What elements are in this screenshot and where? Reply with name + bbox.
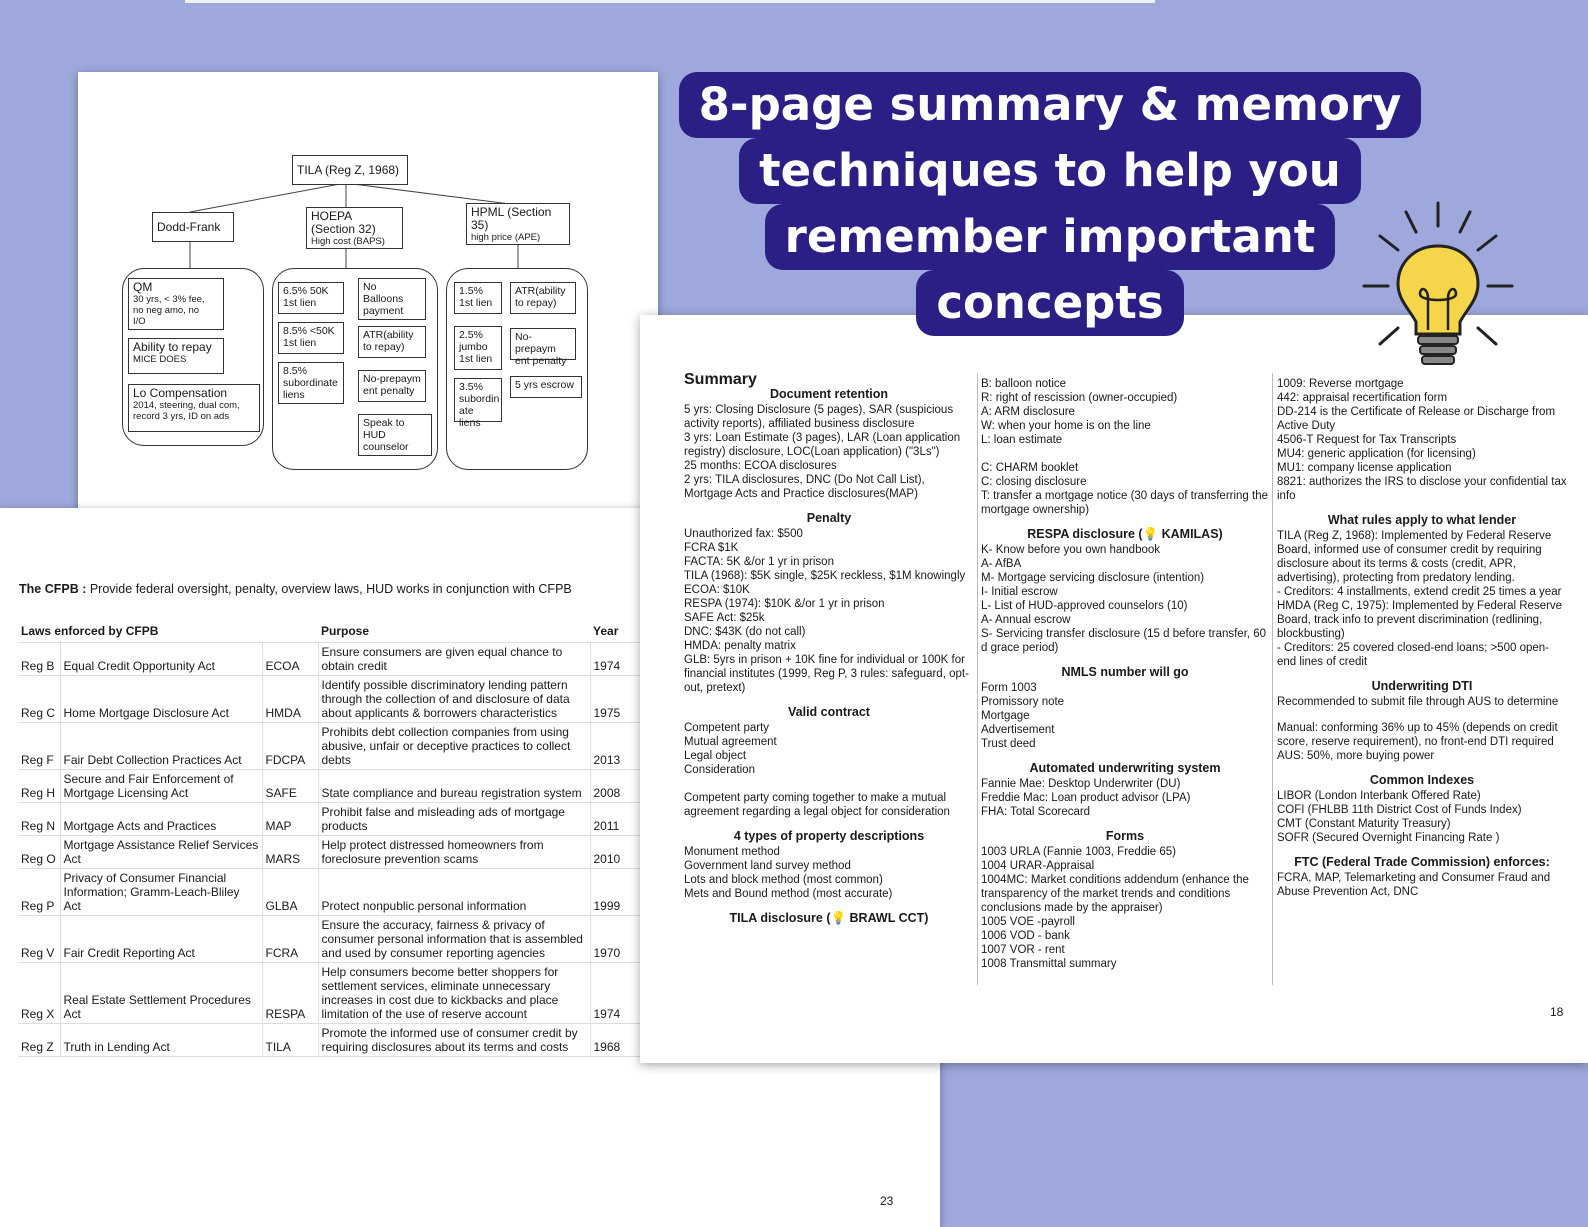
hpml-rule-1: ATR(ability to repay) <box>510 282 576 314</box>
column-divider <box>977 373 978 985</box>
law-name-cell: Secure and Fair Enforcement of Mortgage Licensing Act <box>60 770 262 803</box>
year-cell: 1970 <box>590 916 644 963</box>
acronym-cell: TILA <box>262 1024 318 1057</box>
section-text: FCRA, MAP, Telemarketing and Consumer Fraud and Abuse Prevention Act, DNC <box>1277 872 1551 898</box>
purpose-cell: Help protect distressed homeowners from foreclosure prevention scams <box>318 836 590 869</box>
section-heading: 4 types of property descriptions <box>733 829 925 843</box>
qm-box: QM 30 yrs, < 3% fee, no neg amo, no I/O <box>128 278 224 330</box>
page-number: 23 <box>880 1194 894 1208</box>
lo-compensation-box: Lo Compensation 2014, steering, dual com, record 3 yrs, ID on ads <box>128 384 260 432</box>
header-laws: Laws enforced by CFPB <box>18 620 318 643</box>
hoepa-threshold-1: 6.5% 50K 1st lien <box>278 282 344 314</box>
reg-cell: Reg X <box>18 963 60 1024</box>
acronym-cell: HMDA <box>262 676 318 723</box>
flowchart-page <box>78 72 658 522</box>
reg-cell: Reg B <box>18 643 60 676</box>
purpose-cell: Ensure consumers are given equal chance to obtain credit <box>318 643 590 676</box>
summary-column-2 <box>981 377 1269 971</box>
section-heading: What rules apply to what lender <box>1327 513 1517 527</box>
flowchart-root: TILA (Reg Z, 1968) <box>292 155 408 185</box>
law-name-cell: Fair Debt Collection Practices Act <box>60 723 262 770</box>
ability-to-repay-box: Ability to repay MICE DOES <box>128 338 224 374</box>
header-purpose: Purpose <box>318 620 590 643</box>
hoepa-rule-2: ATR(ability to repay) <box>358 326 426 358</box>
acronym-cell: MARS <box>262 836 318 869</box>
law-name-cell: Truth in Lending Act <box>60 1024 262 1057</box>
law-name-cell: Real Estate Settlement Procedures Act <box>60 963 262 1024</box>
year-cell: 2011 <box>590 803 644 836</box>
purpose-cell: Protect nonpublic personal information <box>318 869 590 916</box>
section-heading: Valid contract <box>788 705 870 719</box>
section-heading: FTC (Federal Trade Commission) enforces: <box>1294 855 1550 869</box>
section-text: B: balloon notice R: right of rescission (owner-occupied) A: ARM disclosure W: when your home is on the line L: loan estimate C: CHARM booklet C: closing disclosure T: transfer a mortgage notice (30 days of transferring the mortgage ownership) <box>981 378 1269 516</box>
cfpb-heading: The CFPB : Provide federal oversight, penalty, overview laws, HUD works in conjunction with CFPB <box>19 582 572 596</box>
section-text: Form 1003 Promissory note Mortgage Advertisement Trust deed <box>981 682 1065 750</box>
law-name-cell: Mortgage Acts and Practices <box>60 803 262 836</box>
year-cell: 1968 <box>590 1024 644 1057</box>
reg-cell: Reg V <box>18 916 60 963</box>
section-heading: Forms <box>1105 829 1145 843</box>
reg-cell: Reg N <box>18 803 60 836</box>
acronym-cell: MAP <box>262 803 318 836</box>
lightbulb-icon <box>1358 198 1518 378</box>
hpml-rule-2: No-prepaym ent penalty <box>510 328 576 360</box>
hoepa-rule-1: No Balloons payment <box>358 278 426 320</box>
law-name-cell: Equal Credit Opportunity Act <box>60 643 262 676</box>
year-cell: 1999 <box>590 869 644 916</box>
section-text: 5 yrs: Closing Disclosure (5 pages), SAR (suspicious activity reports), affiliated business disclosure 3 yrs: Loan Estimate (3 pages), LAR (Loan application registry) disclosure, LOC(Loan application) ("3Ls") 25 months: ECOA disclosures 2 yrs: TILA disclosures, DNC (Do Not Call List), Mortgage Acts and Practice disclosures(MAP) <box>684 404 961 500</box>
section-heading: TILA disclosure (💡 BRAWL CCT) <box>729 911 929 925</box>
section-heading: Underwriting DTI <box>1371 679 1473 693</box>
section-text: 1009: Reverse mortgage 442: appraisal recertification form DD-214 is the Certificate of Release or Discharge from Active Duty 4506-T Request for Tax Transcripts MU4: generic application (for licensing) MU1: company license application 8821: authorizes the IRS to disclose your confidential tax info <box>1277 378 1567 502</box>
purpose-cell: Prohibits debt collection companies from using abusive, unfair or deceptive practices to collect debts <box>318 723 590 770</box>
law-name-cell: Fair Credit Reporting Act <box>60 916 262 963</box>
section-heading: RESPA disclosure (💡 KAMILAS) <box>1027 527 1223 541</box>
acronym-cell: GLBA <box>262 869 318 916</box>
law-name-cell: Mortgage Assistance Relief Services Act <box>60 836 262 869</box>
acronym-cell: FDCPA <box>262 723 318 770</box>
hoepa-threshold-2: 8.5% <50K 1st lien <box>278 322 344 354</box>
acronym-cell: ECOA <box>262 643 318 676</box>
section-text: K- Know before you own handbook A- AfBA M- Mortgage servicing disclosure (intention) I- Initial escrow L- List of HUD-approved counselors (10) A- Annual escrow S- Servicing transfer disclosure (15 d before transfer, 60 d grace period) <box>981 544 1267 654</box>
hpml-threshold-1: 1.5% 1st lien <box>454 282 502 314</box>
header-year: Year <box>590 620 644 643</box>
reg-cell: Reg C <box>18 676 60 723</box>
law-name-cell: Home Mortgage Disclosure Act <box>60 676 262 723</box>
year-cell: 2008 <box>590 770 644 803</box>
hpml-threshold-3: 3.5% subordin ate liens <box>454 378 502 422</box>
banner-line-3: remember important <box>765 204 1336 270</box>
section-heading: Penalty <box>806 511 852 525</box>
acronym-cell: RESPA <box>262 963 318 1024</box>
section-heading: Automated underwriting system <box>1029 761 1221 775</box>
section-text: Competent party Mutual agreement Legal object Consideration Competent party coming together to make a mutual agreement regarding a legal object for consideration <box>684 722 950 818</box>
branch-hoepa: HOEPA (Section 32) High cost (BAPS) <box>306 207 403 249</box>
purpose-cell: Prohibit false and misleading ads of mortgage products <box>318 803 590 836</box>
purpose-cell: Promote the informed use of consumer credit by requiring disclosures about its terms and costs <box>318 1024 590 1057</box>
year-cell: 2010 <box>590 836 644 869</box>
year-cell: 1974 <box>590 643 644 676</box>
banner-line-2: techniques to help you <box>739 138 1361 204</box>
purpose-cell: Identify possible discriminatory lending pattern through the collection of and disclosure of data about applicants & borrowers characteristics <box>318 676 590 723</box>
reg-cell: Reg F <box>18 723 60 770</box>
reg-cell: Reg O <box>18 836 60 869</box>
section-text: 1003 URLA (Fannie 1003, Freddie 65) 1004 URAR-Appraisal 1004MC: Market conditions addendum (enhance the transparency of the market trends and conditions conclusions made by the appraiser) 1005 VOE -payroll 1006 VOD - bank 1007 VOR - rent 1008 Transmittal summary <box>981 846 1249 970</box>
acronym-cell: FCRA <box>262 916 318 963</box>
hoepa-rule-3: No-prepaym ent penalty <box>358 370 426 402</box>
section-text: Unauthorized fax: $500 FCRA $1K FACTA: 5K &/or 1 yr in prison TILA (1968): $5K single, $25K reckless, $1M knowingly ECOA: $10K RESPA (1974): $10K &/or 1 yr in prison SAFE Act: $25k DNC: $43K (do not call) HMDA: penalty matrix GLB: 5yrs in prison + 10K fine for individual or 100K for financial institutes (1999, Reg P, 3 rules: safeguard, opt-out, pretext) <box>684 528 969 694</box>
branch-hpml: HPML (Section 35) high price (APE) <box>466 203 570 245</box>
section-text: Recommended to submit file through AUS to determine <box>1277 696 1559 708</box>
branch-dodd-frank: Dodd-Frank <box>152 212 234 242</box>
reg-cell: Reg Z <box>18 1024 60 1057</box>
section-heading: Document retention <box>769 387 889 401</box>
hpml-threshold-2: 2.5% jumbo 1st lien <box>454 326 502 370</box>
law-name-cell: Privacy of Consumer Financial Information; Gramm-Leach-Bliley Act <box>60 869 262 916</box>
section-text: Fannie Mae: Desktop Underwriter (DU) Freddie Mac: Loan product advisor (LPA) FHA: Total Scorecard <box>981 778 1191 818</box>
reg-cell: Reg H <box>18 770 60 803</box>
reg-cell: Reg P <box>18 869 60 916</box>
summary-column-3 <box>1277 377 1567 899</box>
banner-line-1: 8-page summary & memory <box>679 72 1422 138</box>
title-banner <box>660 72 1440 336</box>
section-text: LIBOR (London Interbank Offered Rate) COFI (FHLBB 11th District Cost of Funds Index) CMT (Constant Maturity Treasury) SOFR (Secured Overnight Financing Rate ) <box>1277 790 1522 844</box>
acronym-cell: SAFE <box>262 770 318 803</box>
top-edge-strip <box>185 0 1155 3</box>
section-text: TILA (Reg Z, 1968): Implemented by Federal Reserve Board, informed use of consumer credit by requiring disclosure about its terms & costs (credit, APR, advertising), protecting from predatory lending. - Creditors: 4 installments, extend credit 25 times a year HMDA (Reg C, 1975): Implemented by Federal Reserve Board, track info to prevent discrimination (redlining, blockbusting) - Creditors: 25 covered closed-end loans; >500 open-end lines of credit <box>1277 530 1563 668</box>
hpml-rule-3: 5 yrs escrow <box>510 376 582 398</box>
section-gap <box>1277 709 1567 721</box>
section-heading: Common Indexes <box>1369 773 1475 787</box>
section-text: Manual: conforming 36% up to 45% (depends on credit score, reserve requirement), no front-end DTI required AUS: 50%, more buying power <box>1277 722 1558 762</box>
summary-title: Summary <box>684 371 757 388</box>
year-cell: 2013 <box>590 723 644 770</box>
page-number: 18 <box>1550 1005 1564 1019</box>
column-divider <box>1272 373 1273 985</box>
section-text: Monument method Government land survey method Lots and block method (most common) Mets and Bound method (most accurate) <box>684 846 893 900</box>
summary-column-1 <box>684 373 974 927</box>
purpose-cell: Ensure the accuracy, fairness & privacy of consumer personal information that is assembled and used by consumer reporting agencies <box>318 916 590 963</box>
year-cell: 1975 <box>590 676 644 723</box>
hoepa-threshold-3: 8.5% subordinate liens <box>278 362 344 404</box>
summary-page <box>640 315 1588 1063</box>
year-cell: 1974 <box>590 963 644 1024</box>
purpose-cell: Help consumers become better shoppers for settlement services, eliminate unnecessary increases in cost due to kickbacks and place limitation of the use of reserve account <box>318 963 590 1024</box>
purpose-cell: State compliance and bureau registration system <box>318 770 590 803</box>
banner-line-4: concepts <box>916 270 1183 336</box>
section-heading: NMLS number will go <box>1061 665 1189 679</box>
hoepa-rule-4: Speak to HUD counselor <box>358 414 432 456</box>
